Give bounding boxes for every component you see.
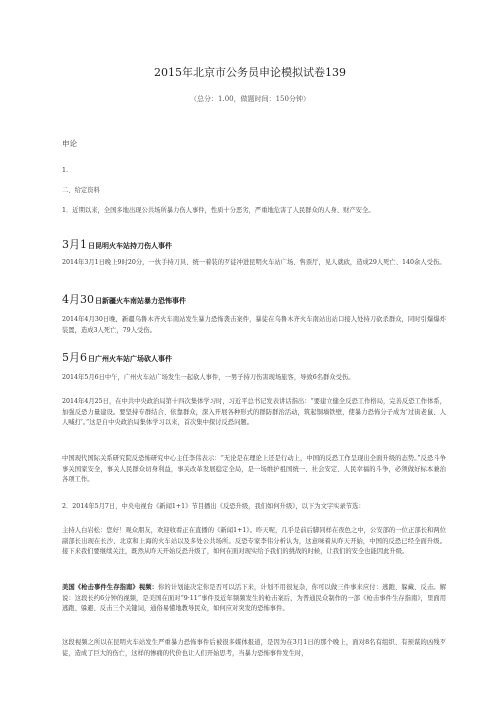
- heading-kunming-text: 日昆明火车站持刀伤人事件: [88, 241, 172, 250]
- paragraph-7: 2．2014年5月7日，中央电视台《新闻1+1》节目播出《反恐升级，我们如何升级》，以下为文字实录节选：: [62, 503, 365, 510]
- paragraph-4: 2014年5月6日中午，广州火车站广场发生一起砍人事件，一男子持刀伤害现场旅客，导致6名群众受伤。: [62, 374, 355, 381]
- paragraph-5: 2014年4月25日，在中共中央政治局第十四次集体学习时，习近平总书记发表讲话指出：“要建立健全反恐工作格局，完善反恐工作体系，加强反恐力量建设。要坚持专群结合、依靠群众，深入开展各种形式的群防群治活动，筑起铜墙铁壁，使暴力恐怖分子成为‘过街老鼠、人人喊打’。”这是自中央政治局集体学习以来，首次集中探讨反恐问题。: [62, 398, 446, 426]
- page-title: 2015年北京市公务员申论模拟试卷139: [154, 66, 346, 79]
- section-name: 申论: [62, 139, 77, 148]
- heading-kunming: [62, 236, 446, 252]
- heading-xinjiang-text: 日新疆火车南站暴力恐怖事件: [95, 296, 186, 305]
- item-number: 1.: [62, 167, 69, 174]
- paragraph-6: 中国现代国际关系研究院反恐怖研究中心主任李伟表示：“无论是在理论上还是行动上，中国的反恐工作呈现出全面升级的态势。”反恐斗争事关国家安全，事关人民群众切身利益，事关改革发展稳定全局，是一场维护祖国统一、社会安定、人民幸福的斗争，必须做好标本兼治各项工作。: [62, 455, 446, 483]
- given-materials-label: 二、给定资料: [62, 187, 100, 194]
- paragraph-1: 1．近期以来，全国多地出现公共场所暴力伤人事件，性质十分恶劣，严重地危害了人民群众的人身、财产安全。: [62, 207, 375, 214]
- paragraph-9: [62, 583, 446, 615]
- heading-xinjiang-date: 4月30: [62, 293, 94, 306]
- heading-guangzhou-text: 日广州火车站广场砍人事件: [88, 354, 172, 363]
- heading-kunming-date: 3月1: [62, 238, 87, 251]
- paragraph-2: 2014年3月1日晚上9时20分，一伙手持刀具、统一着装的歹徒冲进昆明火车站广场、售票厅，见人就砍，造成29人死亡、140余人受伤。: [62, 259, 446, 266]
- exam-info: （总分：1.00，做题时间：150分钟）: [190, 95, 310, 103]
- paragraph-10: 这段视频之所以在昆明火车站发生严重暴力恐怖事件后被很多媒体报道，是因为在3月1日的那个晚上，面对8名有组织、有预谋的凶残歹徒，造成了巨大的伤亡，这样的惨痛的代价也让人们开始思考，当暴力恐怖事件发生时，: [62, 639, 446, 657]
- video-title: 美国《枪击事件生存指南》视频：: [62, 584, 159, 591]
- paragraph-3: 2014年4月30日晚，新疆乌鲁木齐火车南站发生暴力恐怖袭击案件，暴徒在乌鲁木齐火车南站出站口接人处持刀砍杀群众，同时引爆爆炸装置，造成3人死亡，79人受伤。: [62, 316, 446, 334]
- paragraph-9-text: 你的计划能决定你是否可以活下来，计划不用很复杂，你可以做三件事来应付：逃跑、躲藏、反击。解说：这段长约6分钟的视频，是美国在面对“9·11”事件及近年频频发生的枪击案后，为普通民众制作的一部《枪击事件生存指南》，里面用逃跑、躲避、反击三个关键词，通俗易懂地教导民众，如何应对突发的恐怖事件。: [62, 584, 447, 612]
- paragraph-8: 主持人白岩松：您好！观众朋友，欢迎收看正在直播的《新闻1+1》。昨天呢，几乎是前后脚同样在夜色之中，公安部的一位正部长和两位副部长出现在长沙、北京和上海的火车站以及多处公共场所。反恐专家李伟分析认为，这意味着从昨天开始，中国的反恐已经全面升级。接下来我们要继续关注，既然从昨天开始反恐升级了，如何在面对现实给予我们的挑战的时候，让我们的安全也能因此升级。: [62, 527, 446, 555]
- heading-xinjiang: [62, 291, 446, 307]
- heading-guangzhou-date: 5月6: [62, 351, 87, 364]
- heading-guangzhou: [62, 349, 446, 365]
